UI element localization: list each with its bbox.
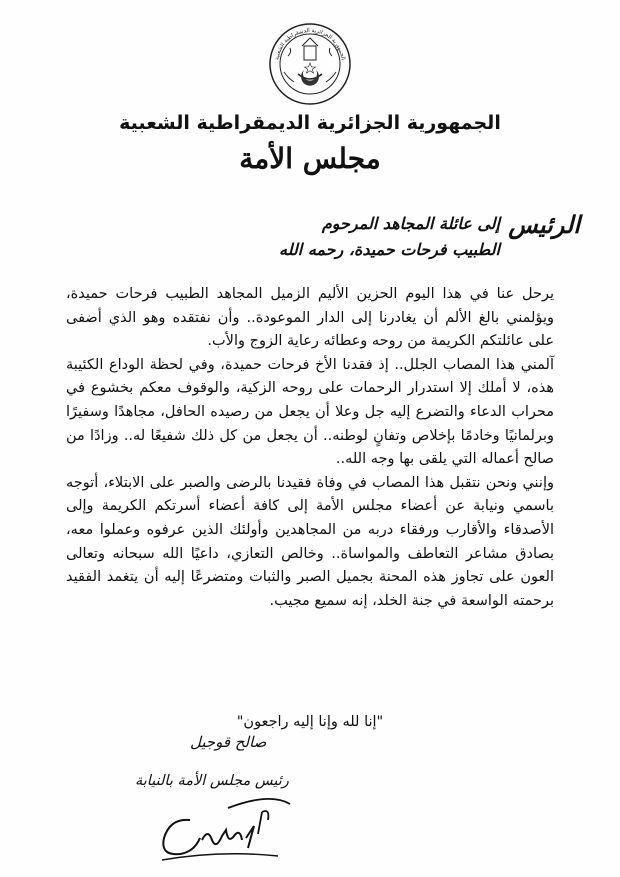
closing-quote: "إنا لله وإنا إليه راجعون" (236, 714, 384, 730)
body-paragraph-1: يرحل عنا في هذا اليوم الحزين الأليم الزميل المجاهد الطبيب فرحات حميدة، ويؤلمني بالغ الألم أن يغادرنا إلى الدار الموعودة.. وأن نفتقده وهو الذي أضفى على عائلتكم الكريمة من روحه وعطائه رعاية الزوج والأب. (66, 286, 554, 350)
signer-name: صالح قوجيل (190, 733, 267, 751)
addressee-line-1: إلى عائلة المجاهد المرحوم (321, 214, 500, 233)
council-header: مجلس الأمة (239, 142, 381, 175)
signer-title: رئيس مجلس الأمة بالنيابة (135, 773, 289, 789)
president-label: الرئيس (508, 210, 580, 239)
national-emblem-icon (268, 22, 352, 106)
body-paragraph-3: وإنني ونحن نتقبل هذا المصاب في وفاة فقيدنا بالرضى والصبر على الابتلاء، أتوجه باسمي ونيابة عن أعضاء مجلس الأمة إلى كافة أعضاء أسرتكم الكريمة وإلى الأصدقاء والأقارب ورفقاء دربه من المجاهدين وأولئك الذين عرفوه وعملوا معه، بصادق مشاعر التعاطف والمواساة.. وخالص التعازي، داعيًا الله سبحانه وتعالى العون على تجاوز هذه المحنة بجميل الصبر والثبات ومتضرعًا إليه أن يتغمد الفقيد برحمته الواسعة في جنة الخلد، إنه سميع مجيب. (66, 474, 554, 609)
republic-header: الجمهورية الجزائرية الديمقراطية الشعبية (119, 112, 501, 134)
emblem-text: الجمهورية الجزائرية الديمقراطية الشعبية (274, 27, 346, 61)
body-paragraph-2: آلمني هذا المصاب الجلل.. إذ فقدنا الأخ فرحات حميدة، وفي لحظة الوداع الكئيبة هذه، لا أملك إلا استدرار الرحمات على روحه الزكية، والوقوف معكم بخشوع في محراب الدعاء والتضرع إليه جل وعلا أن يجعل من رصيده الحافل، مجاهدًا وسفيرًا وبرلمانيًا وخادمًا بإخلاص وتفانٍ لوطنه.. أن يجعل من كل ذلك شفيعًا له.. وزادًا من صالح أعماله التي يلقى بها وجه الله.. (66, 356, 554, 468)
letter-body (66, 283, 554, 613)
handwritten-signature (150, 790, 300, 870)
addressee-line-2: الطبيب فرحات حميدة، رحمه الله (279, 240, 500, 259)
